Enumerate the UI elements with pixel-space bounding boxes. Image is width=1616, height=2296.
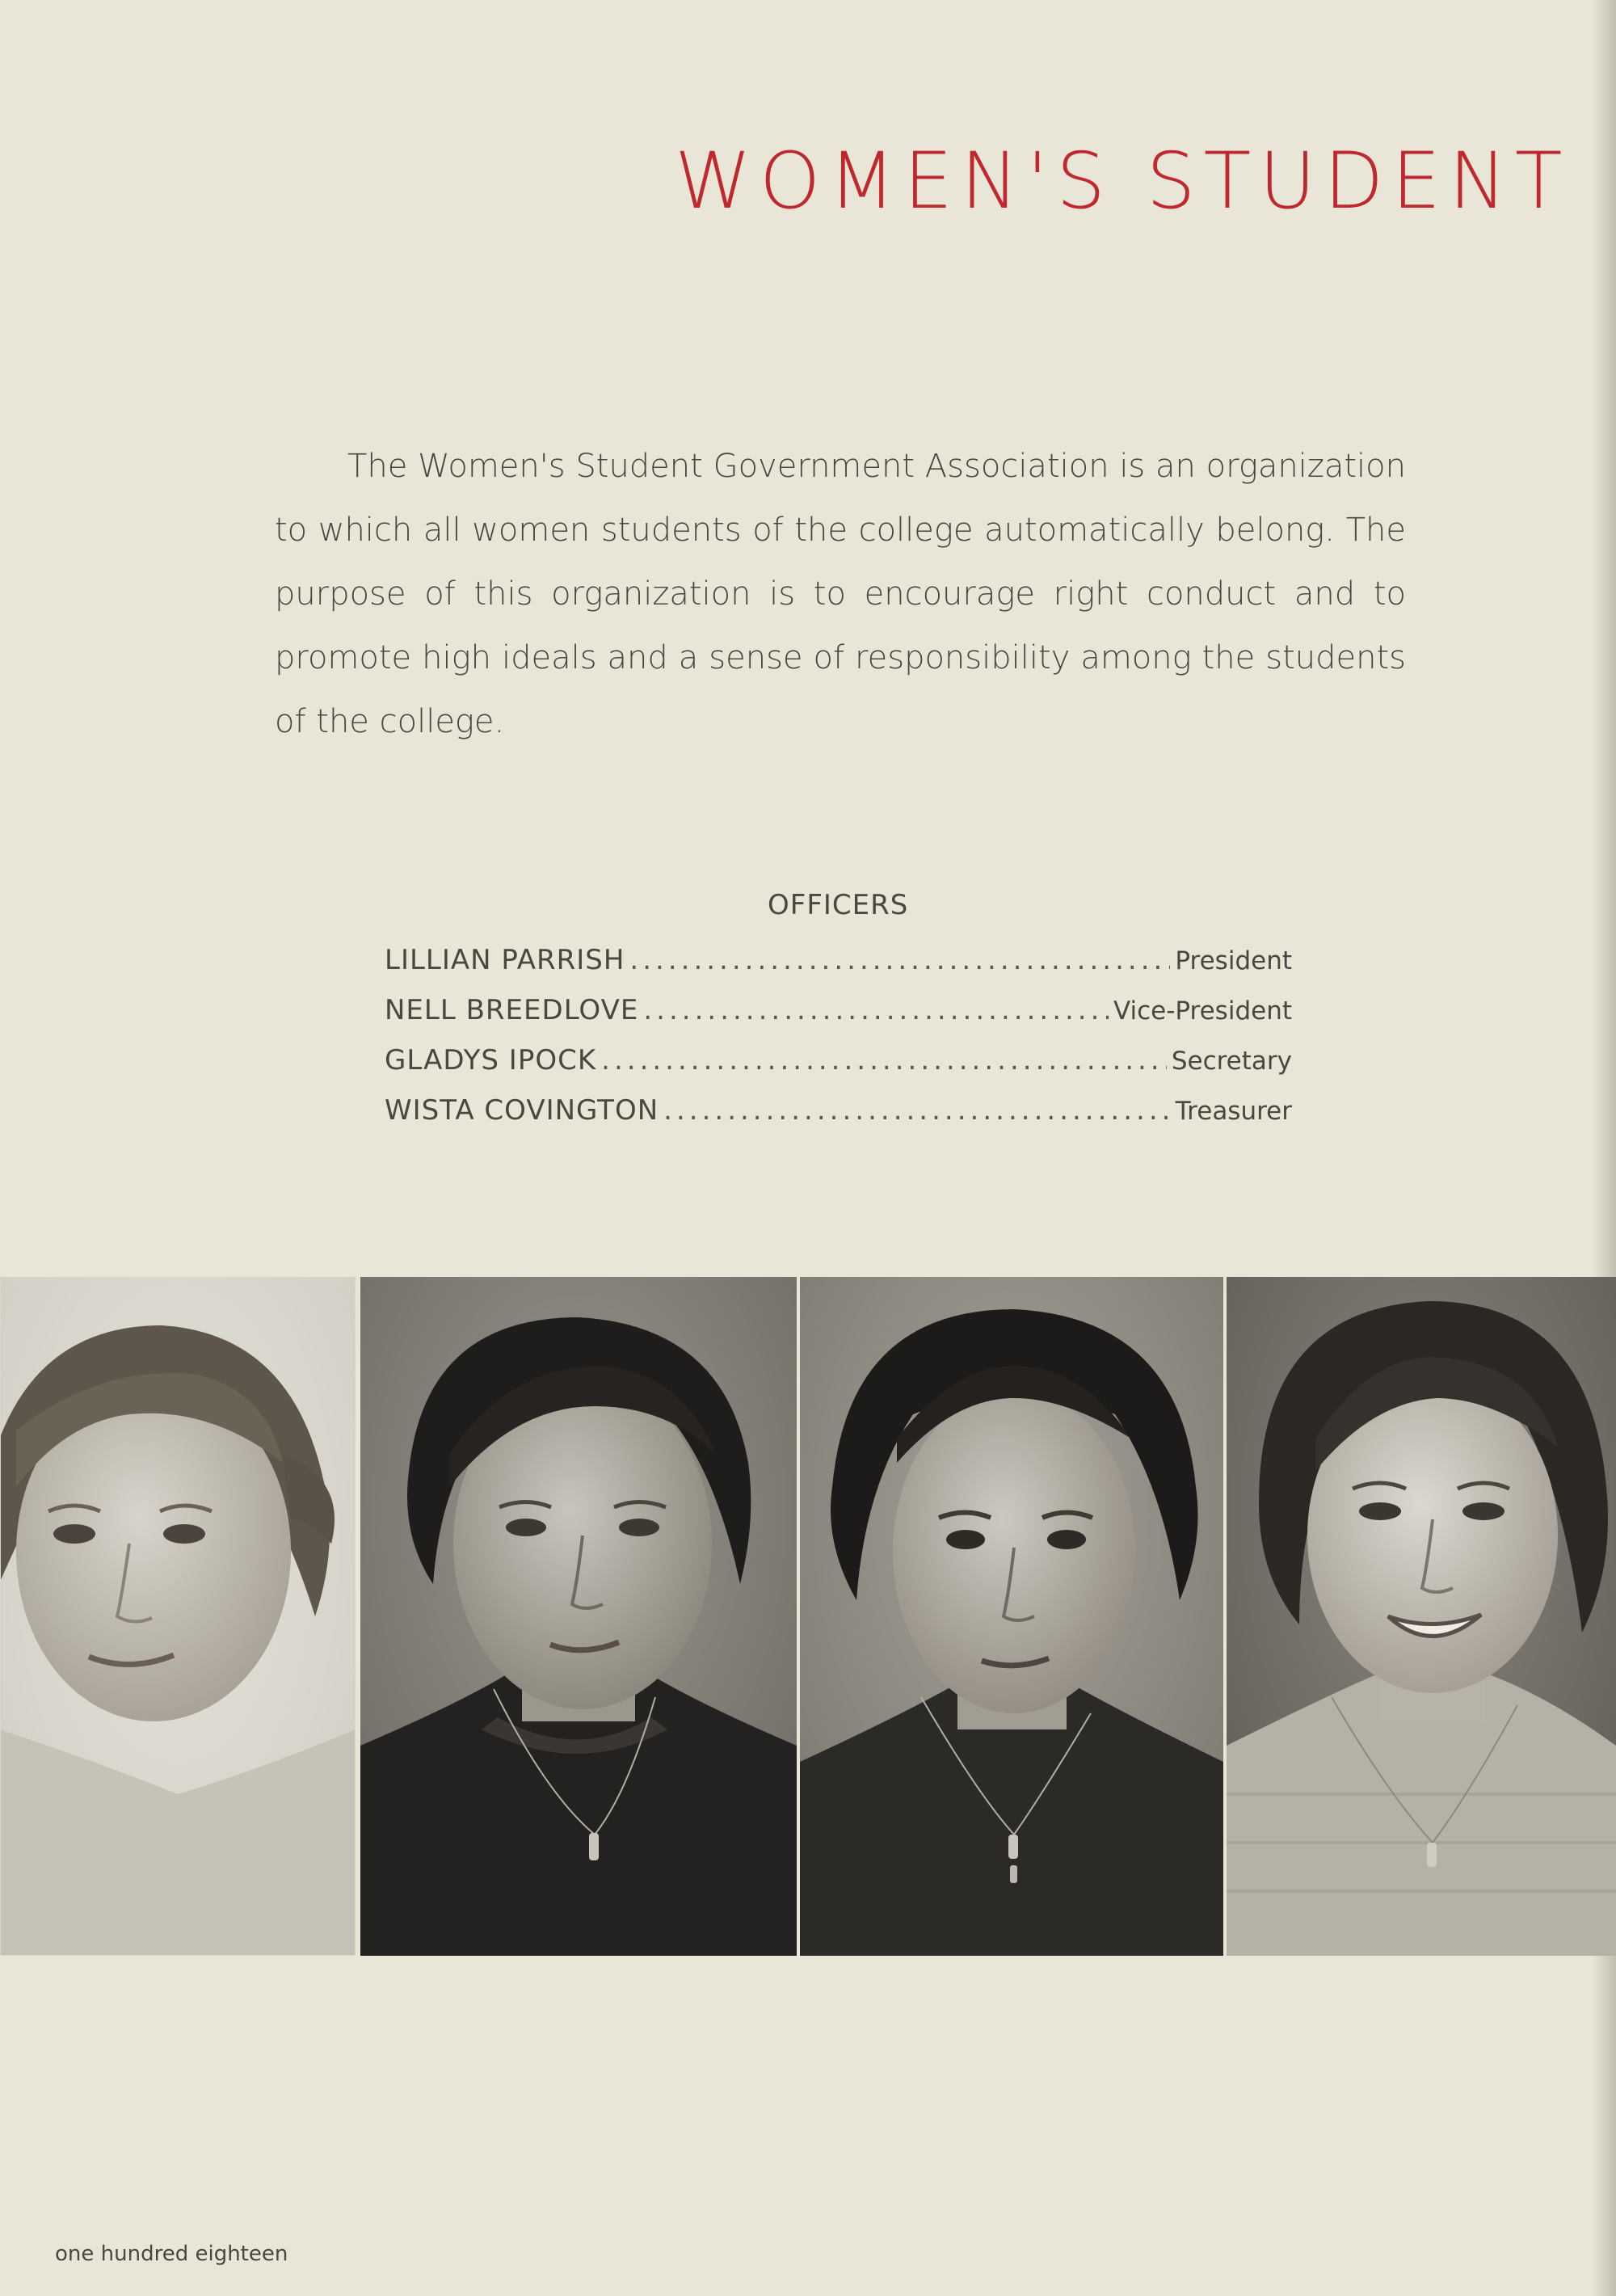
- leader-dots: [629, 944, 1170, 976]
- officer-role: Secretary: [1171, 1047, 1292, 1076]
- officer-name: GLADYS IPOCK: [385, 1044, 597, 1076]
- officer-row: [385, 994, 1292, 1044]
- officer-role: Vice-President: [1113, 996, 1292, 1026]
- officer-role: Treasurer: [1175, 1097, 1292, 1126]
- officer-portraits: [0, 1277, 1616, 1956]
- leader-dots: [663, 1094, 1171, 1127]
- leader-dots: [643, 994, 1109, 1026]
- page-title: WOMEN'S STUDENT: [675, 136, 1571, 226]
- officer-name: NELL BREEDLOVE: [385, 994, 639, 1026]
- officer-role: President: [1175, 946, 1292, 975]
- portrait-photo-4: [1227, 1277, 1616, 1956]
- officers-list: [385, 944, 1292, 1144]
- page-number-footer: one hundred eighteen: [55, 2242, 288, 2266]
- intro-paragraph: The Women's Student Government Association is an organization to which all women students of the college automatically belong. The purpose of this organization is to encourage right conduct and to promote high ideals and a sense of responsibility among the students of the college.: [275, 448, 1406, 740]
- officer-row: [385, 1094, 1292, 1144]
- officer-row: [385, 944, 1292, 994]
- officer-row: [385, 1044, 1292, 1094]
- officer-name: WISTA COVINGTON: [385, 1094, 659, 1127]
- portrait-photo-3: [800, 1277, 1223, 1956]
- officer-name: LILLIAN PARRISH: [385, 944, 625, 976]
- portrait-photo-2: [360, 1277, 797, 1956]
- officers-heading: OFFICERS: [768, 889, 909, 921]
- portrait-photo-1: [0, 1277, 356, 1956]
- leader-dots: [601, 1044, 1167, 1076]
